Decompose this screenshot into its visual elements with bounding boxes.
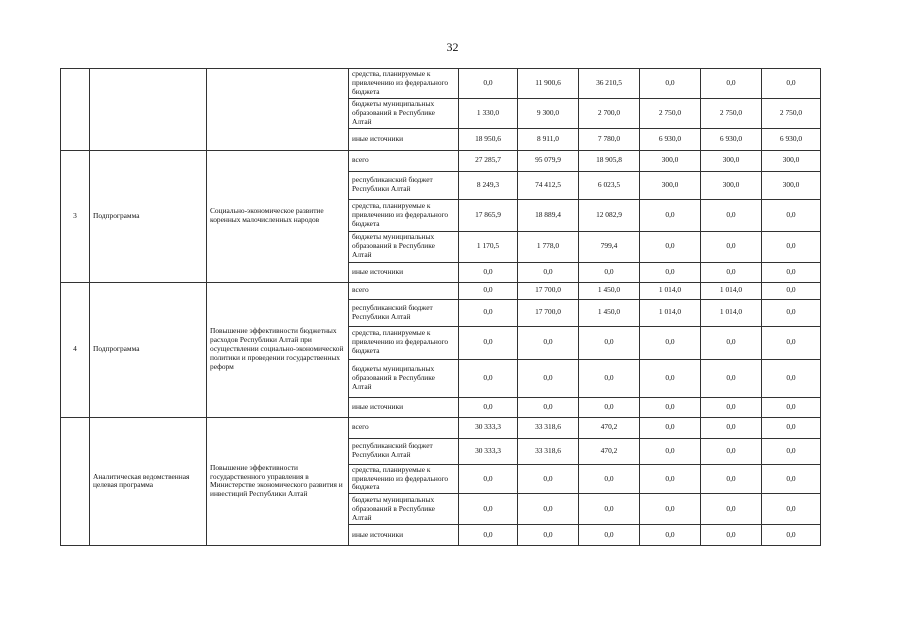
amount-cell: 0,0 (640, 525, 701, 546)
amount-cell: 8 911,0 (518, 128, 579, 150)
amount-cell: 6 930,0 (762, 128, 821, 150)
funding-source: бюджеты муниципальных образований в Республике Алтай (349, 359, 459, 397)
amount-cell: 0,0 (701, 262, 762, 282)
amount-cell: 0,0 (762, 397, 821, 417)
block-kind: Подпрограмма (90, 282, 207, 417)
amount-cell: 300,0 (640, 150, 701, 171)
amount-cell: 2 750,0 (762, 99, 821, 129)
amount-cell: 30 333,3 (459, 438, 518, 464)
amount-cell: 1 450,0 (579, 299, 640, 326)
amount-cell: 17 700,0 (518, 299, 579, 326)
funding-source: всего (349, 282, 459, 299)
amount-cell: 0,0 (459, 397, 518, 417)
funding-source: средства, планируемые к привлечению из федерального бюджета (349, 326, 459, 359)
amount-cell: 30 333,3 (459, 417, 518, 438)
amount-cell: 1 330,0 (459, 99, 518, 129)
amount-cell: 0,0 (518, 464, 579, 494)
amount-cell: 0,0 (459, 262, 518, 282)
amount-cell: 6 023,5 (579, 171, 640, 199)
amount-cell: 1 014,0 (701, 282, 762, 299)
amount-cell: 0,0 (579, 464, 640, 494)
amount-cell: 0,0 (579, 525, 640, 546)
amount-cell: 0,0 (762, 262, 821, 282)
amount-cell: 0,0 (762, 326, 821, 359)
amount-cell: 0,0 (518, 359, 579, 397)
page-number: 32 (446, 40, 459, 54)
amount-cell: 0,0 (640, 397, 701, 417)
amount-cell: 0,0 (640, 231, 701, 262)
amount-cell: 0,0 (579, 397, 640, 417)
amount-cell: 0,0 (518, 494, 579, 525)
amount-cell: 0,0 (459, 282, 518, 299)
amount-cell: 0,0 (640, 69, 701, 99)
block-title: Повышение эффективности государственного управления в Министерстве экономического развития и инвестиций Республики Алтай (207, 417, 349, 546)
amount-cell: 27 285,7 (459, 150, 518, 171)
amount-cell: 18 905,8 (579, 150, 640, 171)
amount-cell: 0,0 (701, 69, 762, 99)
amount-cell: 0,0 (701, 525, 762, 546)
funding-source: республиканский бюджет Республики Алтай (349, 171, 459, 199)
amount-cell: 7 780,0 (579, 128, 640, 150)
amount-cell: 0,0 (762, 525, 821, 546)
amount-cell: 300,0 (762, 171, 821, 199)
amount-cell: 470,2 (579, 438, 640, 464)
amount-cell: 1 778,0 (518, 231, 579, 262)
amount-cell: 470,2 (579, 417, 640, 438)
amount-cell: 0,0 (579, 262, 640, 282)
amount-cell: 6 930,0 (701, 128, 762, 150)
amount-cell: 0,0 (579, 359, 640, 397)
amount-cell: 0,0 (459, 299, 518, 326)
amount-cell: 6 930,0 (640, 128, 701, 150)
amount-cell: 0,0 (762, 69, 821, 99)
amount-cell: 17 700,0 (518, 282, 579, 299)
amount-cell: 0,0 (762, 494, 821, 525)
amount-cell: 1 014,0 (640, 299, 701, 326)
amount-cell: 0,0 (579, 326, 640, 359)
funding-source: средства, планируемые к привлечению из федерального бюджета (349, 69, 459, 99)
amount-cell: 0,0 (762, 231, 821, 262)
funding-source: республиканский бюджет Республики Алтай (349, 438, 459, 464)
amount-cell: 1 450,0 (579, 282, 640, 299)
amount-cell: 95 079,9 (518, 150, 579, 171)
amount-cell: 0,0 (701, 494, 762, 525)
amount-cell: 0,0 (762, 282, 821, 299)
amount-cell: 1 014,0 (701, 299, 762, 326)
amount-cell: 0,0 (640, 438, 701, 464)
budget-table (60, 68, 821, 546)
amount-cell: 9 300,0 (518, 99, 579, 129)
funding-source: иные источники (349, 262, 459, 282)
funding-source: бюджеты муниципальных образований в Республике Алтай (349, 99, 459, 129)
amount-cell: 2 750,0 (701, 99, 762, 129)
amount-cell: 1 014,0 (640, 282, 701, 299)
funding-source: бюджеты муниципальных образований в Республике Алтай (349, 231, 459, 262)
block-index (61, 417, 90, 546)
amount-cell: 0,0 (701, 464, 762, 494)
amount-cell: 18 950,6 (459, 128, 518, 150)
amount-cell: 0,0 (640, 199, 701, 231)
amount-cell: 0,0 (579, 494, 640, 525)
amount-cell: 0,0 (640, 262, 701, 282)
amount-cell: 0,0 (701, 199, 762, 231)
amount-cell: 2 700,0 (579, 99, 640, 129)
amount-cell: 0,0 (762, 438, 821, 464)
funding-source: иные источники (349, 128, 459, 150)
amount-cell: 0,0 (459, 464, 518, 494)
amount-cell: 11 900,6 (518, 69, 579, 99)
amount-cell: 0,0 (640, 464, 701, 494)
funding-source: иные источники (349, 397, 459, 417)
block-kind (90, 69, 207, 151)
amount-cell: 300,0 (701, 150, 762, 171)
block-index (61, 69, 90, 151)
amount-cell: 17 865,9 (459, 199, 518, 231)
amount-cell: 300,0 (640, 171, 701, 199)
amount-cell: 0,0 (518, 397, 579, 417)
amount-cell: 0,0 (518, 326, 579, 359)
amount-cell: 33 318,6 (518, 438, 579, 464)
amount-cell: 0,0 (762, 199, 821, 231)
amount-cell: 12 082,9 (579, 199, 640, 231)
block-kind: Подпрограмма (90, 150, 207, 282)
table-row (61, 282, 821, 299)
amount-cell: 0,0 (459, 326, 518, 359)
amount-cell: 0,0 (459, 525, 518, 546)
amount-cell: 2 750,0 (640, 99, 701, 129)
funding-source: иные источники (349, 525, 459, 546)
amount-cell: 0,0 (701, 438, 762, 464)
amount-cell: 0,0 (701, 359, 762, 397)
amount-cell: 0,0 (701, 326, 762, 359)
amount-cell: 0,0 (762, 464, 821, 494)
amount-cell: 799,4 (579, 231, 640, 262)
amount-cell: 0,0 (459, 494, 518, 525)
amount-cell: 0,0 (640, 494, 701, 525)
amount-cell: 0,0 (640, 359, 701, 397)
amount-cell: 0,0 (640, 326, 701, 359)
funding-source: средства, планируемые к привлечению из федерального бюджета (349, 464, 459, 494)
amount-cell: 0,0 (762, 417, 821, 438)
amount-cell: 0,0 (459, 69, 518, 99)
block-kind: Аналитическая ведомственная целевая программа (90, 417, 207, 546)
amount-cell: 18 889,4 (518, 199, 579, 231)
amount-cell: 300,0 (762, 150, 821, 171)
amount-cell: 0,0 (518, 262, 579, 282)
amount-cell: 0,0 (701, 397, 762, 417)
block-index: 4 (61, 282, 90, 417)
amount-cell: 74 412,5 (518, 171, 579, 199)
amount-cell: 300,0 (701, 171, 762, 199)
amount-cell: 1 170,5 (459, 231, 518, 262)
table-row (61, 150, 821, 171)
table-row (61, 417, 821, 438)
funding-source: всего (349, 417, 459, 438)
amount-cell: 0,0 (459, 359, 518, 397)
table-row (61, 69, 821, 99)
amount-cell: 36 210,5 (579, 69, 640, 99)
block-title: Социально-экономическое развитие коренных малочисленных народов (207, 150, 349, 282)
amount-cell: 8 249,3 (459, 171, 518, 199)
funding-source: всего (349, 150, 459, 171)
block-index: 3 (61, 150, 90, 282)
amount-cell: 0,0 (640, 417, 701, 438)
funding-source: средства, планируемые к привлечению из федерального бюджета (349, 199, 459, 231)
amount-cell: 0,0 (762, 359, 821, 397)
funding-source: бюджеты муниципальных образований в Республике Алтай (349, 494, 459, 525)
amount-cell: 0,0 (701, 417, 762, 438)
block-title (207, 69, 349, 151)
amount-cell: 0,0 (762, 299, 821, 326)
funding-source: республиканский бюджет Республики Алтай (349, 299, 459, 326)
amount-cell: 0,0 (701, 231, 762, 262)
block-title: Повышение эффективности бюджетных расходов Республики Алтай при осуществлении социально-экономической политики и проведении государственных реформ (207, 282, 349, 417)
amount-cell: 33 318,6 (518, 417, 579, 438)
amount-cell: 0,0 (518, 525, 579, 546)
